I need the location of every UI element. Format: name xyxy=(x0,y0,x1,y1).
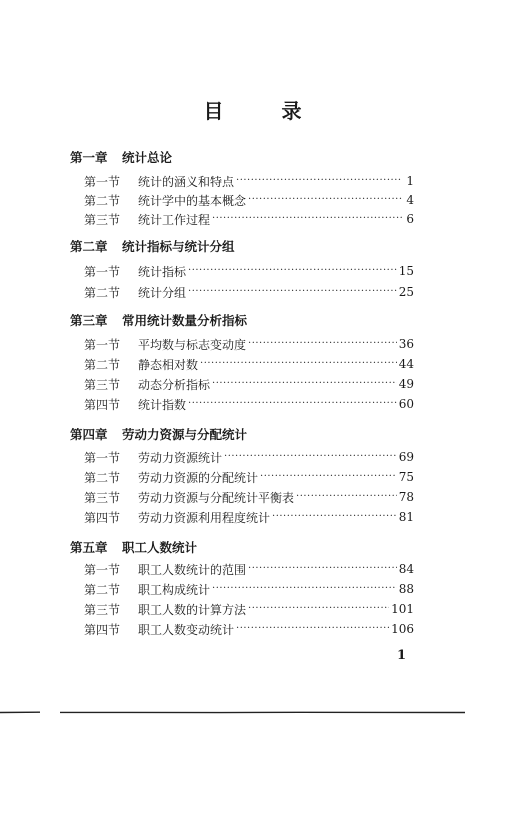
section-title: 职工人数的计算方法 xyxy=(138,602,247,617)
toc-entry[interactable] xyxy=(84,488,414,506)
dot-leader xyxy=(248,560,397,578)
section-title: 统计分组 xyxy=(138,285,187,300)
dot-leader xyxy=(212,580,397,598)
toc-entry[interactable] xyxy=(84,335,414,353)
section-title: 统计指标 xyxy=(138,264,187,279)
section-title: 动态分析指标 xyxy=(138,377,211,392)
dot-leader xyxy=(260,468,397,486)
toc-entry[interactable] xyxy=(84,375,414,393)
section-title: 平均数与标志变动度 xyxy=(138,337,247,352)
dot-leader xyxy=(224,448,397,466)
dot-leader xyxy=(188,283,397,301)
section-title: 职工人数变动统计 xyxy=(138,622,235,637)
toc-entry[interactable] xyxy=(84,620,414,638)
dot-leader xyxy=(212,375,397,393)
section-title: 统计指数 xyxy=(138,397,187,412)
dot-leader xyxy=(200,355,397,373)
bottom-scan-line xyxy=(0,711,465,713)
section-page: 88 xyxy=(398,582,414,596)
dot-leader xyxy=(272,508,397,526)
chapter-title: 常用统计数量分析指标 xyxy=(122,313,248,328)
chapter-title: 统计总论 xyxy=(122,150,173,165)
chapter-number: 第四章 xyxy=(70,427,108,442)
toc-entry[interactable] xyxy=(84,262,414,280)
section-page: 81 xyxy=(398,510,414,524)
chapter-heading xyxy=(70,237,430,255)
toc-entry[interactable] xyxy=(84,355,414,373)
section-page: 36 xyxy=(398,337,414,351)
dot-leader xyxy=(236,172,402,190)
section-number: 第二节 xyxy=(84,582,121,597)
section-page: 15 xyxy=(398,264,414,278)
section-title: 统计的涵义和特点 xyxy=(138,174,235,189)
title-char-2: 录 xyxy=(281,99,302,123)
section-number: 第一节 xyxy=(84,174,121,189)
toc-entry[interactable] xyxy=(84,468,414,486)
chapter-title: 统计指标与统计分组 xyxy=(122,239,235,254)
toc-entry[interactable] xyxy=(84,283,414,301)
section-number: 第二节 xyxy=(84,470,121,485)
section-title: 劳动力资源的分配统计 xyxy=(138,470,259,485)
section-page: 4 xyxy=(406,193,414,207)
section-page: 78 xyxy=(398,490,414,504)
toc-entry[interactable] xyxy=(84,580,414,598)
section-title: 劳动力资源统计 xyxy=(138,450,223,465)
section-page: 106 xyxy=(391,622,414,636)
chapter-number: 第三章 xyxy=(70,313,108,328)
section-page: 101 xyxy=(391,602,414,616)
section-title: 静态相对数 xyxy=(138,357,199,372)
section-page: 84 xyxy=(398,562,414,576)
chapter-heading xyxy=(70,148,430,166)
dot-leader xyxy=(248,600,389,618)
toc-entry[interactable] xyxy=(84,210,414,228)
section-number: 第一节 xyxy=(84,264,121,279)
section-title: 职工构成统计 xyxy=(138,582,211,597)
dot-leader xyxy=(212,210,402,228)
section-page: 6 xyxy=(406,212,414,226)
section-number: 第四节 xyxy=(84,510,121,525)
toc-entry[interactable] xyxy=(84,172,414,190)
section-number: 第三节 xyxy=(84,377,121,392)
dot-leader xyxy=(188,262,397,280)
chapter-number: 第一章 xyxy=(70,150,108,165)
section-title: 劳动力资源利用程度统计 xyxy=(138,510,271,525)
page-number: 1 xyxy=(397,648,407,663)
chapter-heading xyxy=(70,538,430,556)
dot-leader xyxy=(188,395,397,413)
toc-entry[interactable] xyxy=(84,600,414,618)
chapter-title: 职工人数统计 xyxy=(122,540,198,555)
section-number: 第一节 xyxy=(84,337,121,352)
chapter-title: 劳动力资源与分配统计 xyxy=(122,427,248,442)
section-title: 统计工作过程 xyxy=(138,212,211,227)
section-number: 第三节 xyxy=(84,602,121,617)
toc-entry[interactable] xyxy=(84,448,414,466)
section-number: 第四节 xyxy=(84,397,121,412)
title-char-1: 目 xyxy=(203,99,224,123)
chapter-number: 第五章 xyxy=(70,540,108,555)
section-number: 第二节 xyxy=(84,193,121,208)
section-title: 劳动力资源与分配统计平衡表 xyxy=(138,490,295,505)
section-number: 第二节 xyxy=(84,357,121,372)
section-page: 1 xyxy=(406,174,414,188)
dot-leader xyxy=(248,191,402,209)
dot-leader xyxy=(236,620,389,638)
dot-leader xyxy=(248,335,397,353)
toc-entry[interactable] xyxy=(84,560,414,578)
section-number: 第三节 xyxy=(84,490,121,505)
section-number: 第二节 xyxy=(84,285,121,300)
section-page: 44 xyxy=(398,357,414,371)
chapter-number: 第二章 xyxy=(70,239,108,254)
section-title: 统计学中的基本概念 xyxy=(138,193,247,208)
section-number: 第四节 xyxy=(84,622,121,637)
dot-leader xyxy=(296,488,397,506)
section-number: 第三节 xyxy=(84,212,121,227)
section-number: 第一节 xyxy=(84,562,121,577)
section-title: 职工人数统计的范围 xyxy=(138,562,247,577)
section-page: 75 xyxy=(398,470,414,484)
chapter-heading xyxy=(70,311,430,329)
toc-entry[interactable] xyxy=(84,395,414,413)
toc-entry[interactable] xyxy=(84,508,414,526)
toc-entry[interactable] xyxy=(84,191,414,209)
section-number: 第一节 xyxy=(84,450,121,465)
chapter-heading xyxy=(70,425,430,443)
section-page: 25 xyxy=(398,285,414,299)
section-page: 49 xyxy=(398,377,414,391)
section-page: 60 xyxy=(398,397,414,411)
page-title xyxy=(0,95,505,124)
section-page: 69 xyxy=(398,450,414,464)
